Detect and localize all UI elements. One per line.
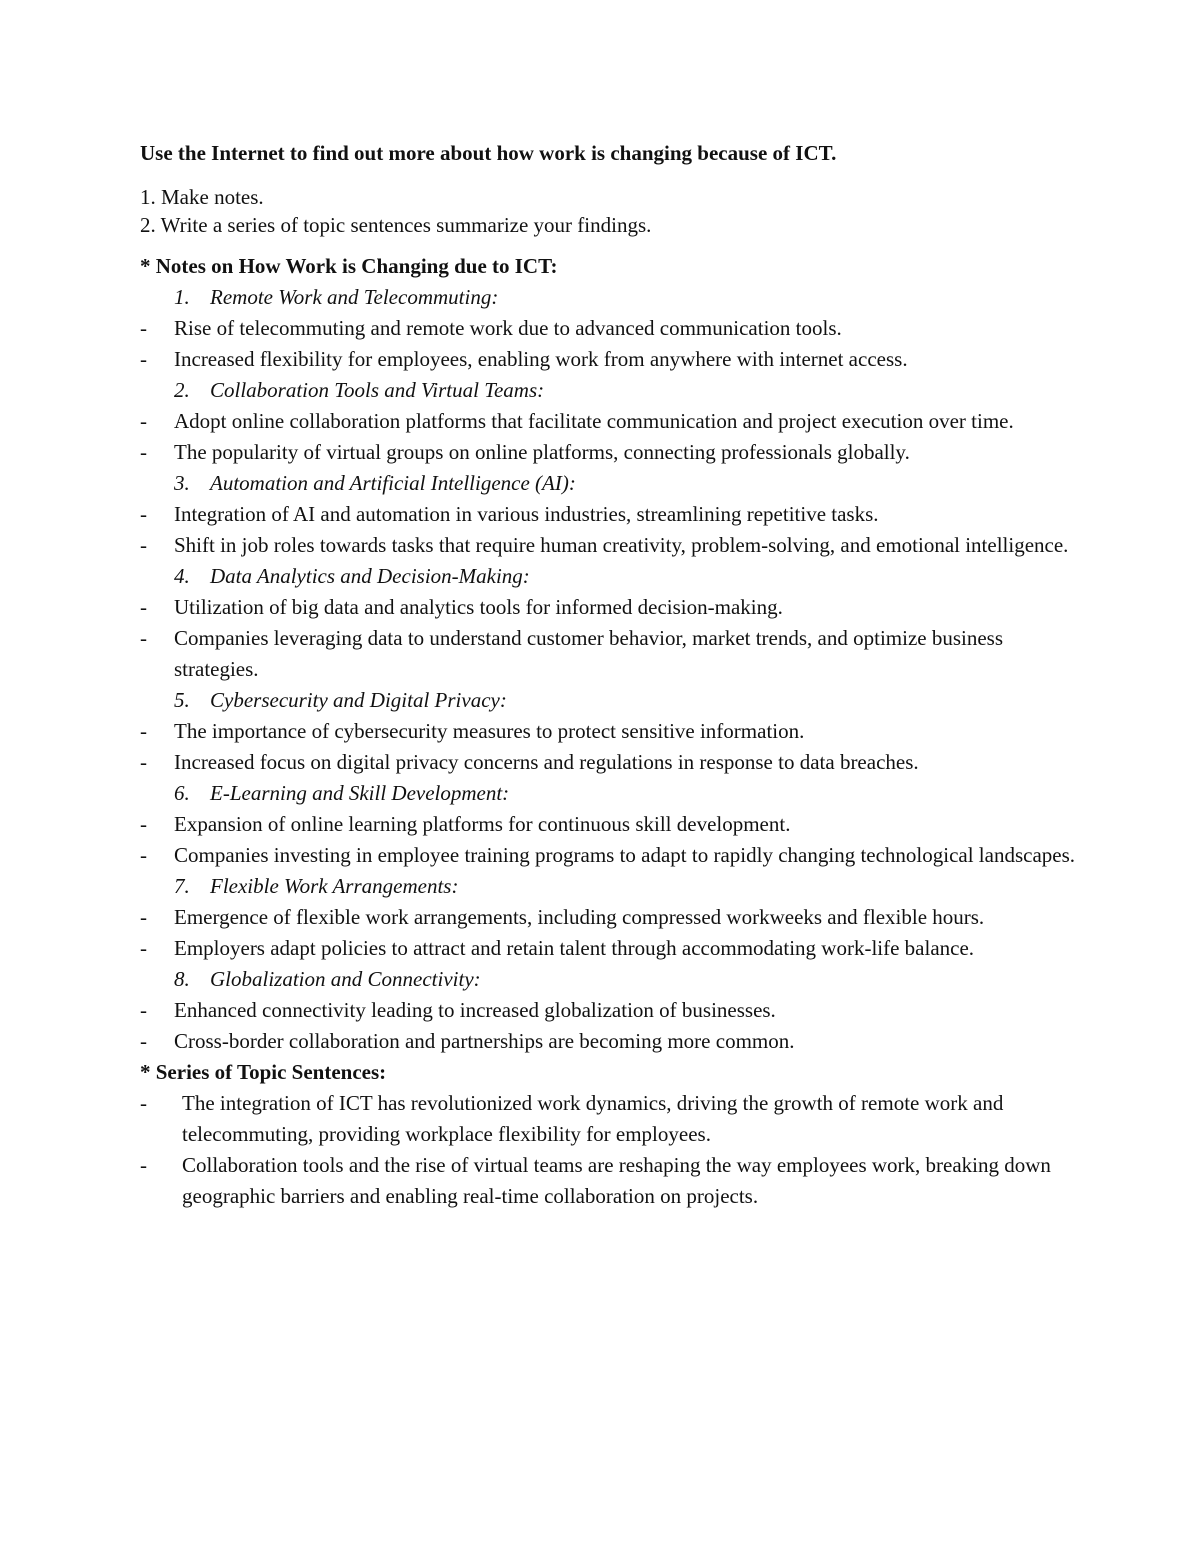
topic-title: Automation and Artificial Intelligence (AI): bbox=[210, 471, 576, 495]
note-bullet bbox=[140, 313, 1080, 344]
note-text: Rise of telecommuting and remote work due to advanced communication tools. bbox=[174, 316, 842, 340]
topic-heading bbox=[140, 468, 1080, 499]
note-text: The importance of cybersecurity measures to protect sensitive information. bbox=[174, 719, 805, 743]
note-bullet bbox=[140, 499, 1080, 530]
topic-number: 2. bbox=[174, 378, 190, 402]
bullet-dash: - bbox=[140, 750, 147, 774]
note-text: Employers adapt policies to attract and retain talent through accommodating work-life balance. bbox=[174, 936, 975, 960]
topic-number: 6. bbox=[174, 781, 190, 805]
note-text: Adopt online collaboration platforms that facilitate communication and project execution over time. bbox=[174, 409, 1014, 433]
topic-heading bbox=[140, 685, 1080, 716]
topic-number: 5. bbox=[174, 688, 190, 712]
topic-heading bbox=[140, 282, 1080, 313]
topic-title: Collaboration Tools and Virtual Teams: bbox=[210, 378, 545, 402]
note-text: Enhanced connectivity leading to increased globalization of businesses. bbox=[174, 998, 776, 1022]
bullet-dash: - bbox=[140, 440, 147, 464]
topic-number: 8. bbox=[174, 967, 190, 991]
note-bullet bbox=[140, 716, 1080, 747]
notes-section-title: * Notes on How Work is Changing due to ICT: bbox=[140, 254, 558, 278]
note-text: Cross-border collaboration and partnerships are becoming more common. bbox=[174, 1029, 795, 1053]
note-bullet bbox=[140, 344, 1080, 375]
note-text: The popularity of virtual groups on online platforms, connecting professionals globally. bbox=[174, 440, 910, 464]
note-text: Shift in job roles towards tasks that require human creativity, problem-solving, and emotional intelligence. bbox=[174, 533, 1069, 557]
note-bullet bbox=[140, 592, 1080, 623]
topic-number: 4. bbox=[174, 564, 190, 588]
bullet-dash: - bbox=[140, 626, 147, 650]
bullet-dash: - bbox=[140, 998, 147, 1022]
note-bullet bbox=[140, 933, 1080, 964]
document-heading: Use the Internet to find out more about how work is changing because of ICT. bbox=[140, 141, 837, 165]
note-bullet bbox=[140, 1026, 1080, 1057]
bullet-dash: - bbox=[140, 719, 147, 743]
note-text: Increased focus on digital privacy concerns and regulations in response to data breaches. bbox=[174, 750, 919, 774]
topic-heading bbox=[140, 871, 1080, 902]
note-text: Expansion of online learning platforms for continuous skill development. bbox=[174, 812, 791, 836]
bullet-dash: - bbox=[140, 812, 147, 836]
bullet-dash: - bbox=[140, 1091, 147, 1115]
note-bullet bbox=[140, 902, 1080, 933]
note-bullet bbox=[140, 995, 1080, 1026]
bullet-dash: - bbox=[140, 1029, 147, 1053]
bullet-dash: - bbox=[140, 905, 147, 929]
topic-heading bbox=[140, 375, 1080, 406]
note-text: Emergence of flexible work arrangements, including compressed workweeks and flexible hours. bbox=[174, 905, 985, 929]
topic-title: Flexible Work Arrangements: bbox=[210, 874, 459, 898]
task-list bbox=[140, 183, 1080, 239]
bullet-dash: - bbox=[140, 1153, 147, 1177]
topic-sentence-text: Collaboration tools and the rise of virtual teams are reshaping the way employees work, breaking down geographic barriers and enabling real-time collaboration on projects. bbox=[182, 1153, 1051, 1208]
topic-title: Remote Work and Telecommuting: bbox=[210, 285, 499, 309]
task-item: 2. Write a series of topic sentences summarize your findings. bbox=[140, 213, 652, 237]
topic-heading bbox=[140, 561, 1080, 592]
topic-number: 7. bbox=[174, 874, 190, 898]
topic-number: 1. bbox=[174, 285, 190, 309]
note-text: Increased flexibility for employees, enabling work from anywhere with internet access. bbox=[174, 347, 908, 371]
bullet-dash: - bbox=[140, 347, 147, 371]
note-text: Integration of AI and automation in various industries, streamlining repetitive tasks. bbox=[174, 502, 879, 526]
topic-sentence-text: The integration of ICT has revolutionized work dynamics, driving the growth of remote work and telecommuting, providing workplace flexibility for employees. bbox=[182, 1091, 1004, 1146]
topic-title: E-Learning and Skill Development: bbox=[210, 781, 510, 805]
bullet-dash: - bbox=[140, 502, 147, 526]
topic-heading bbox=[140, 964, 1080, 995]
topic-sentence bbox=[140, 1150, 1080, 1212]
document-page bbox=[140, 138, 1080, 1212]
note-bullet bbox=[140, 437, 1080, 468]
bullet-dash: - bbox=[140, 316, 147, 340]
topic-heading bbox=[140, 778, 1080, 809]
bullet-dash: - bbox=[140, 936, 147, 960]
bullet-dash: - bbox=[140, 595, 147, 619]
bullet-dash: - bbox=[140, 409, 147, 433]
topic-title: Cybersecurity and Digital Privacy: bbox=[210, 688, 507, 712]
task-item: 1. Make notes. bbox=[140, 185, 264, 209]
note-bullet bbox=[140, 747, 1080, 778]
topic-title: Data Analytics and Decision-Making: bbox=[210, 564, 530, 588]
note-bullet bbox=[140, 530, 1080, 561]
note-text: Utilization of big data and analytics tools for informed decision-making. bbox=[174, 595, 783, 619]
note-bullet bbox=[140, 623, 1080, 685]
note-bullet bbox=[140, 840, 1080, 871]
bullet-dash: - bbox=[140, 843, 147, 867]
topic-number: 3. bbox=[174, 471, 190, 495]
bullet-dash: - bbox=[140, 533, 147, 557]
notes-topic-list bbox=[140, 282, 1080, 1057]
note-bullet bbox=[140, 809, 1080, 840]
note-bullet bbox=[140, 406, 1080, 437]
topic-sentences-title: * Series of Topic Sentences: bbox=[140, 1060, 387, 1084]
note-text: Companies leveraging data to understand customer behavior, market trends, and optimize business strategies. bbox=[174, 626, 1004, 681]
note-text: Companies investing in employee training programs to adapt to rapidly changing technological landscapes. bbox=[174, 843, 1076, 867]
topic-title: Globalization and Connectivity: bbox=[210, 967, 481, 991]
topic-sentence bbox=[140, 1088, 1080, 1150]
topic-sentence-list bbox=[140, 1088, 1080, 1212]
